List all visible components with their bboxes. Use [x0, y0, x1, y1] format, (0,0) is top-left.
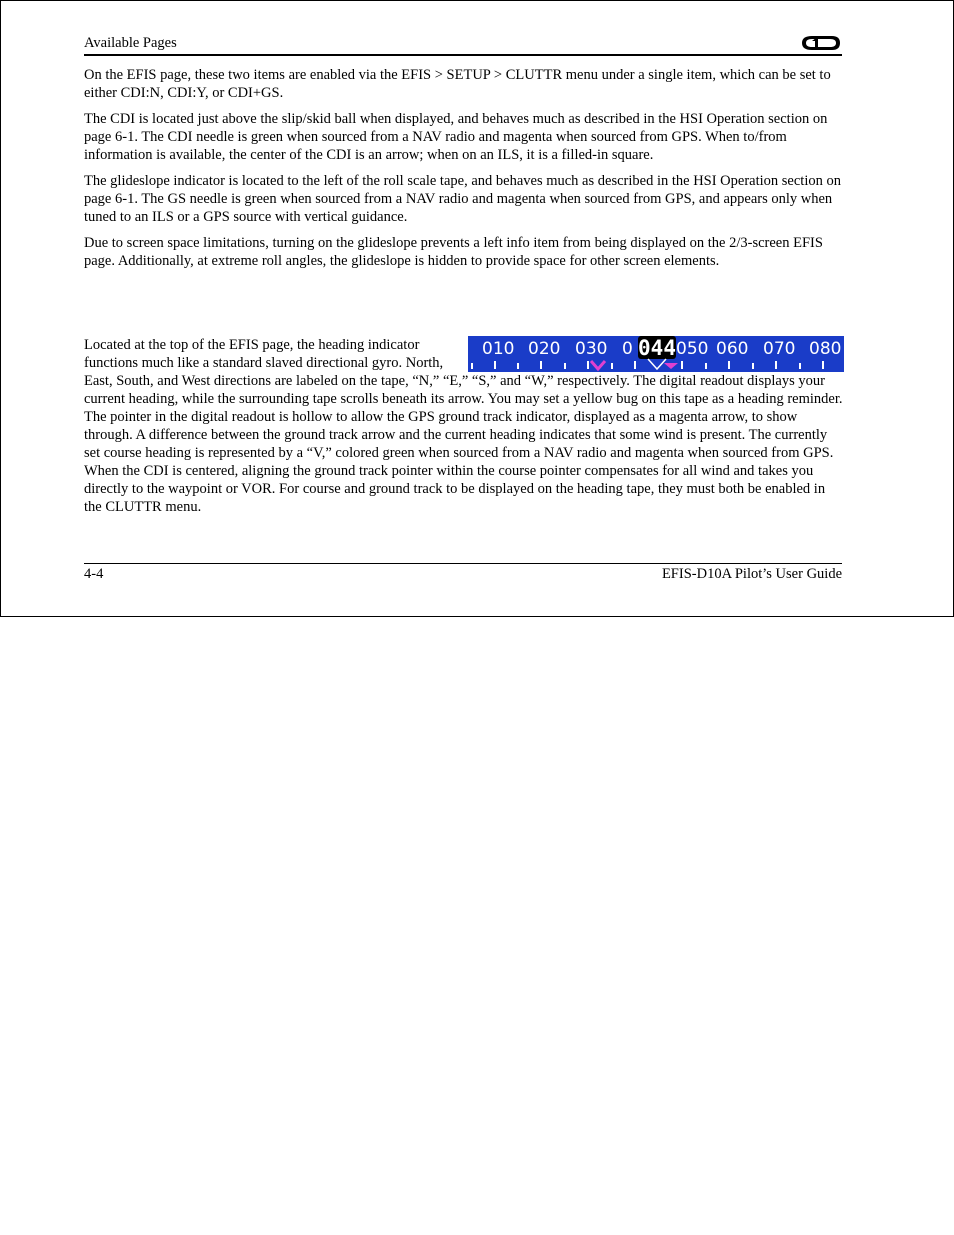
guide-title: EFIS-D10A Pilot’s User Guide	[661, 566, 842, 582]
paragraph: On the EFIS page, these two items are enabled via the EFIS > SETUP > CLUTTR menu under a single item, which can be set to either CDI:N, CDI:Y, or CDI+GS.	[84, 67, 831, 101]
tape-label: 0	[622, 339, 633, 359]
running-footer	[84, 563, 842, 582]
page-number: 4-4	[84, 566, 104, 582]
paragraph: The CDI is located just above the slip/skid ball when displayed, and behaves much as described in the HSI Operation section on page 6-1. The CDI needle is green when sourced from a NAV radio and magenta when sourced from GPS. When to/from information is available, the center of the CDI is an arrow; when on an ILS, it is a filled-in square.	[84, 111, 828, 163]
running-header	[84, 34, 842, 56]
body-text	[84, 66, 844, 278]
heading-section	[84, 336, 844, 516]
dynon-logo-icon	[798, 34, 842, 52]
tape-label: 070	[763, 339, 796, 359]
paragraph: Due to screen space limitations, turning on the glideslope prevents a left info item from being displayed on the 2/3-screen EFIS page. Additionally, at extreme roll angles, the glideslope is hidden to provide space for other screen elements.	[84, 235, 823, 269]
heading-tape-figure	[468, 336, 844, 372]
paragraph: The glideslope indicator is located to the left of the roll scale tape, and behaves much as described in the HSI Operation section on page 6-1. The GS needle is green when sourced from a NAV radio and magenta when sourced from GPS, and appears only when tuned to an ILS or a GPS source with vertical guidance.	[84, 173, 841, 225]
heading-tape-svg	[468, 336, 844, 372]
header-title: Available Pages	[84, 35, 177, 51]
heading-readout: 044	[638, 336, 676, 360]
tape-label: 080	[809, 339, 842, 359]
tape-label: 050	[676, 339, 709, 359]
heading-indicator-text: Located at the top of the EFIS page, the heading indicator functions much like a standard slaved directional gyro. North, East, South, and West directions are labeled on the tape, “N,” “E,” “S,” and “W,” respectively. The digital readout displays your current heading, while the surrounding tape scrolls beneath its arrow. You may set a yellow bug on this tape as a heading reminder. The pointer in the digital readout is hollow to allow the GPS ground track indicator, displayed as a magenta arrow, to show through. A difference between the ground track arrow and the current heading indicates that some wind is present. The currently set course heading is represented by a “V,” colored green when sourced from a NAV radio and magenta when sourced from GPS. When the CDI is centered, aligning the ground track pointer within the course pointer compensates for all wind and takes you directly to the waypoint or VOR. For course and ground track to be displayed on the heading tape, they must both be enabled in the CLUTTR menu.	[84, 337, 843, 515]
tape-label: 060	[716, 339, 749, 359]
tape-label: 020	[528, 339, 561, 359]
tape-label: 010	[482, 339, 515, 359]
tape-label: 030	[575, 339, 608, 359]
